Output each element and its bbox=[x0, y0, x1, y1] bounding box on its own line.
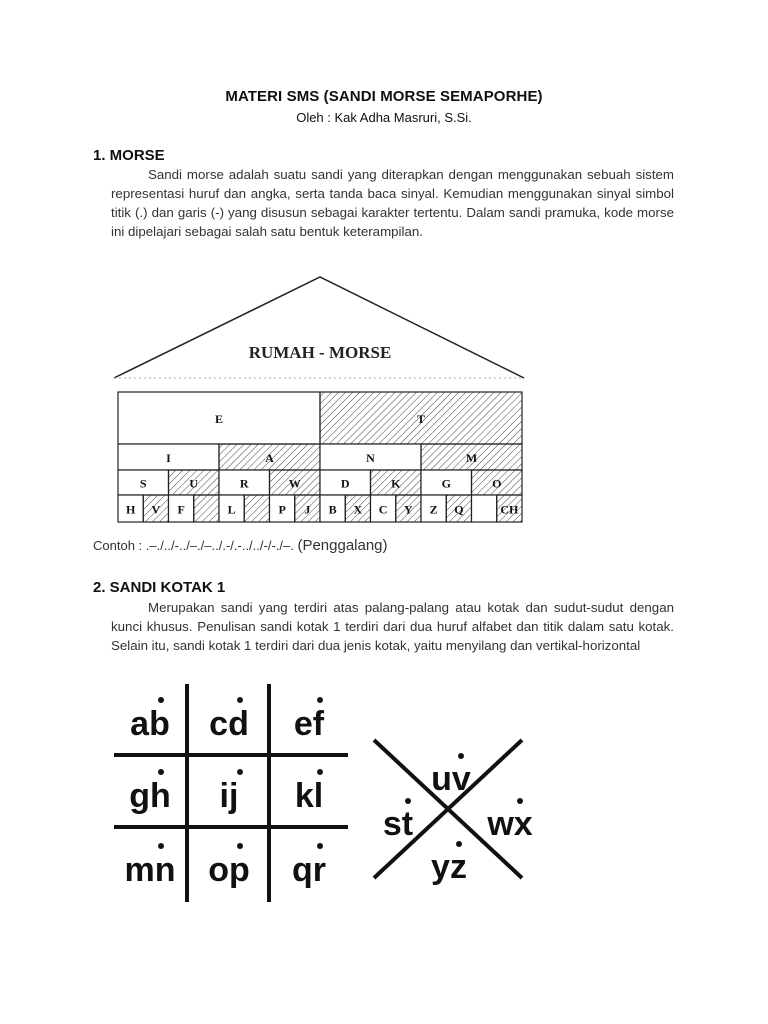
kotak-dot bbox=[317, 843, 323, 849]
morse-cell-letter: R bbox=[239, 476, 249, 491]
kotak-dot bbox=[158, 843, 164, 849]
morse-cell-letter: X bbox=[353, 502, 363, 517]
morse-cell-letter: A bbox=[265, 451, 274, 465]
roof-outline bbox=[114, 277, 524, 378]
morse-cell-letter: F bbox=[177, 502, 185, 517]
morse-cell-letter: J bbox=[304, 502, 311, 517]
rumah-morse-figure bbox=[110, 274, 530, 526]
morse-cell bbox=[244, 495, 269, 522]
section-heading-sandi-kotak: 2. SANDI KOTAK 1 bbox=[93, 579, 226, 596]
kotak-cell-letters: ij bbox=[219, 777, 239, 815]
kotak-dot bbox=[158, 697, 164, 703]
kotak-cell-letters: mn bbox=[124, 851, 176, 889]
kotak-cell-letters: qr bbox=[292, 851, 326, 889]
kotak-grid-letters bbox=[125, 697, 327, 889]
kotak-dot bbox=[237, 697, 243, 703]
kotak-dot bbox=[405, 798, 411, 804]
kotak-cross-letters-item: wx bbox=[487, 805, 533, 843]
morse-cell-letter: N bbox=[366, 451, 375, 465]
morse-cell-letter: I bbox=[166, 451, 171, 465]
kotak-dot bbox=[317, 697, 323, 703]
morse-cell-letter: U bbox=[189, 476, 199, 491]
morse-cell-letter: W bbox=[288, 476, 301, 491]
morse-cell-letter: L bbox=[227, 502, 236, 517]
morse-cell-letter: K bbox=[391, 476, 401, 491]
kotak-dot bbox=[456, 841, 462, 847]
morse-cell bbox=[194, 495, 219, 522]
morse-cell-letter: Z bbox=[429, 502, 438, 517]
morse-cell-letter: M bbox=[465, 451, 478, 465]
morse-cell-letter: V bbox=[151, 502, 161, 517]
morse-cell-letter: D bbox=[340, 476, 350, 491]
morse-cell-letter: T bbox=[416, 412, 426, 426]
kotak-cell-letters: gh bbox=[129, 777, 171, 815]
kotak-cross-letters-item: yz bbox=[431, 848, 467, 886]
morse-paragraph: Sandi morse adalah suatu sandi yang diterapkan dengan menggunakan sebuah sistem representasi huruf dan angka, serta tanda baca sinyal. Kemudian menggunakan sinyal simbol titik (.) dan garis (-) yang disusun sebagai karakter tertentu. Dalam sandi pramuka, kode morse ini dipelajari sebagai salah satu bentuk keterampilan. bbox=[111, 167, 674, 239]
morse-cell-letter: B bbox=[328, 502, 337, 517]
morse-cell-letter: Q bbox=[454, 502, 464, 517]
example-code: Contoh : .–./../-../–./–../.-/.-../../-/-./–. bbox=[93, 538, 298, 553]
morse-cell-letter: E bbox=[214, 412, 224, 426]
kotak-dot bbox=[237, 843, 243, 849]
morse-cell-letter: O bbox=[492, 476, 502, 491]
kotak-dot bbox=[317, 769, 323, 775]
morse-cell-letter: G bbox=[441, 476, 451, 491]
morse-cell-letter: CH bbox=[500, 502, 519, 517]
document-author: Oleh : Kak Adha Masruri, S.Si. bbox=[296, 110, 472, 125]
morse-cell-letter: C bbox=[378, 502, 388, 517]
rumah-morse-title: RUMAH - MORSE bbox=[248, 343, 392, 362]
morse-cell-letter: P bbox=[278, 502, 286, 517]
kotak-cell-letters: ab bbox=[130, 705, 170, 743]
morse-example bbox=[93, 537, 388, 554]
document-title: MATERI SMS (SANDI MORSE SEMAPORHE) bbox=[225, 88, 543, 105]
morse-cell-letter: S bbox=[139, 476, 147, 491]
kotak-cross-letters-item: uv bbox=[431, 760, 471, 798]
morse-cell bbox=[472, 495, 497, 522]
morse-cell-letter: H bbox=[125, 502, 136, 517]
kotak-dot bbox=[517, 798, 523, 804]
kotak-dot bbox=[237, 769, 243, 775]
kotak-cell-letters: ef bbox=[293, 705, 325, 743]
sandi-kotak-figure bbox=[112, 682, 548, 904]
kotak-cross-letters-item: st bbox=[382, 805, 414, 843]
sandi-kotak-paragraph: Merupakan sandi yang terdiri atas palang-palang atau kotak dan sudut-sudut dengan kunci khusus. Penulisan sandi kotak 1 terdiri dari dua huruf alfabet dan titik dalam satu kotak. Selain itu, sandi kotak 1 terdiri dari dua jenis kotak, yaitu menyilang dan vertikal-horizontal bbox=[111, 600, 674, 653]
kotak-cell-letters: cd bbox=[209, 705, 249, 743]
section-heading-morse: 1. MORSE bbox=[93, 147, 165, 164]
kotak-cell-letters: op bbox=[208, 851, 250, 889]
morse-cell-letter: Y bbox=[404, 502, 413, 517]
morse-grid bbox=[118, 392, 522, 522]
kotak-dot bbox=[458, 753, 464, 759]
example-word: (Penggalang) bbox=[297, 537, 388, 554]
kotak-dot bbox=[158, 769, 164, 775]
kotak-cell-letters: kl bbox=[294, 777, 324, 815]
